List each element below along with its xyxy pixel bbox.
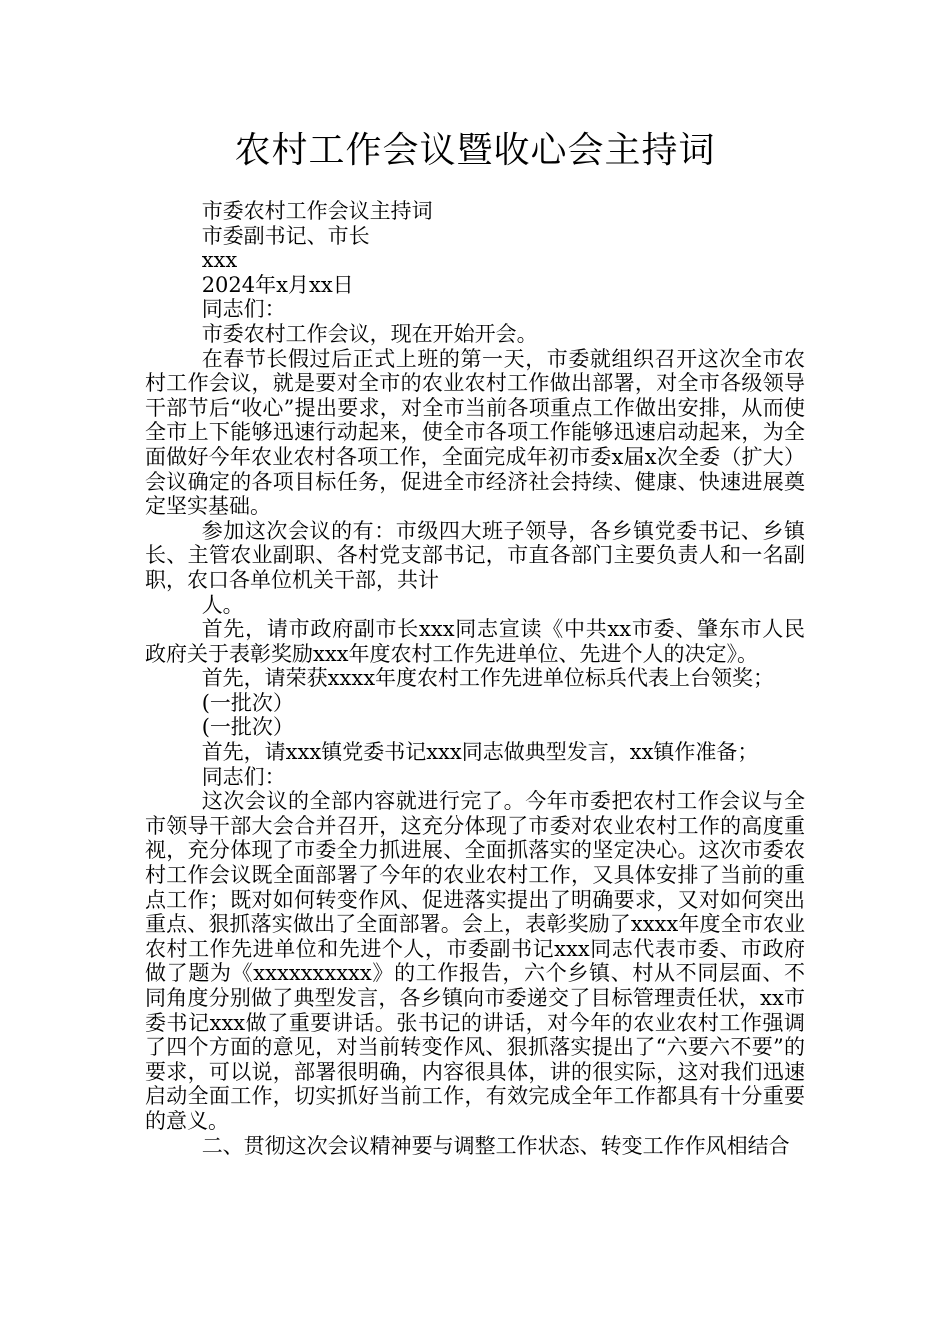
batch-line-1: (一批次） [201,690,294,715]
paragraph-1: 市委农村工作会议，现在开始开会。 [201,321,538,346]
header-line-2: 市委副书记、市长 [201,223,370,248]
header-line-3: xxx [201,248,238,273]
paragraph-7: 这次会议的全部内容就进行完了。今年市委把农村工作会议与全市领导干部大会合并召开，这充分体现了市委对农业农村工作的高度重视，充分体现了市委全力抓进展、全面抓落实的坚定决心。这次市委农村工作会议既全面部署了今年的农业农村工作，又具体安排了当前的重点工作；既对如何转变作风、促进落实提出了明确要求，又对如何突出重点、狠抓落实做出了全面部署。会上，表彰奖励了xxxx年度全市农业农村工作先进单位和先进个人，市委副书记xxx同志代表市委、市政府做了题为《xxxxxxxxxx》的工作报告，六个乡镇、村从不同层面、不同角度分别做了典型发言，各乡镇向市委递交了目标管理责任状，xx市委书记xxx做了重要讲话。张书记的讲话，对今年的农业农村工作强调了四个方面的意见，对当前转变作风、狠抓落实提出了“六要六不要”的要求，可以说，部署很明确，内容很具体，讲的很实际，这对我们迅速启动全面工作，切实抓好当前工作，有效完成全年工作都具有十分重要的意义。 [145,789,805,1133]
salutation: 同志们： [201,297,286,322]
paragraph-8: 二、贯彻这次会议精神要与调整工作状态、转变工作作风相结合 [201,1133,790,1158]
batch-line-2: (一批次） [201,715,294,740]
paragraph-3: 参加这次会议的有：市级四大班子领导，各乡镇党委书记、乡镇长、主管农业副职、各村党支部书记，市直各部门主要负责人和一名副职，农口各单位机关干部，共计 [145,518,805,592]
paragraph-5: 首先，请荣获xxxx年度农村工作先进单位标兵代表上台领奖； [201,666,775,691]
document-title: 农村工作会议暨收心会主持词 [234,130,716,171]
header-line-1: 市委农村工作会议主持词 [201,199,433,223]
paragraph-6: 首先，请xxx镇党委书记xxx同志做典型发言，xx镇作准备； [201,740,759,765]
salutation-2: 同志们： [201,764,286,789]
paragraph-4: 首先，请市政府副市长xxx同志宣读《中共xx市委、肇东市人民政府关于表彰奖励xxx年度农村工作先进单位、先进个人的决定》。 [145,617,805,666]
header-line-4: 2024年x月xx日 [201,272,354,297]
paragraph-3-continuation: 人。 [201,592,244,617]
document-body [145,199,805,1158]
paragraph-2: 在春节长假过后正式上班的第一天，市委就组织召开这次全市农村工作会议，就是要对全市的农业农村工作做出部署，对全市各级领导干部节后“收心”提出要求，对全市当前各项重点工作做出安排，从而使全市上下能够迅速行动起来，使全市各项工作能够迅速启动起来，为全面做好今年农业农村各项工作，全面完成年初市委x届x次全委（扩大）会议确定的各项目标任务，促进全市经济社会持续、健康、快速进展奠定坚实基础。 [145,346,805,519]
